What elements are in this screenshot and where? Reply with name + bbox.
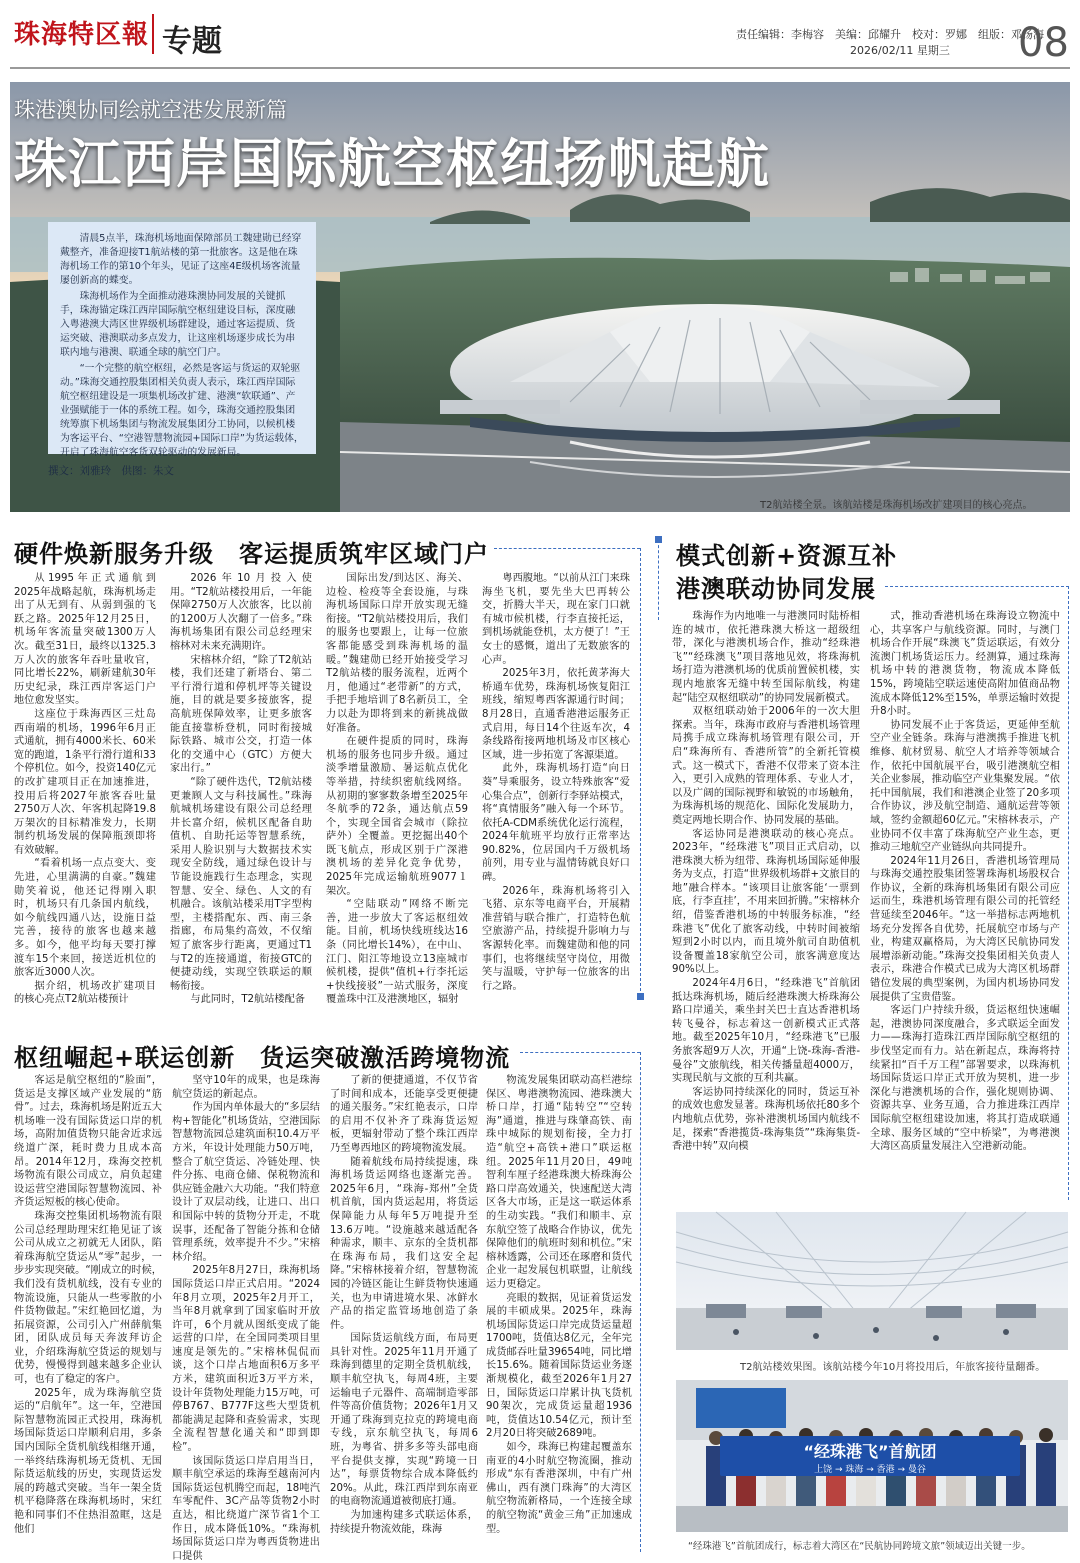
paragraph: 2026年，珠海机场将引入飞猪、京东等电商平台，开展精准营销与联合推广，打造特色航空旅游产品，持续提升影响力与客源转化率。而魏建勋和他的同事们，也将继续坚守岗位，用微笑与温暖，守护每一位旅客的出行之路。 [482, 885, 630, 992]
paragraph: 国际出发/到达区、海关、边检、检疫等全套设施，与珠海机场国际口岸开放实现无缝衔接。“T2航站楼投用后，我们的服务也要跟上，让每一位旅客都能感受到珠海机场的温暖。”魏建勋已经开始接受学习T2航站楼的服务流程，近两个月，他通过“老带新”的方式，手把手地培训了8名新员工，全力以赴为即将到来的新挑战做好准备。 [326, 573, 468, 734]
banner-route: 上饶 → 珠海 → 香港 → 曼谷 [814, 1465, 926, 1475]
intro-paragraph: 珠海机场作为全面推动港珠澳协同发展的关键抓手，珠海锚定珠江西岸国际航空枢纽建设目标，深度融入粤港澳大湾区世界级机场群建设，通过客运提质、货运突破、港澳联动多点发力，让这座机场逐步成长为串联内地与港澳、联通全球的航空门户。 [60, 291, 296, 358]
feature-headline: 珠江西岸国际航空枢纽扬帆起航 [14, 133, 770, 195]
section-heading-cargo: 枢纽崛起+联运创新 货运突破激活跨境物流 [14, 1043, 511, 1072]
article-column [14, 572, 156, 1006]
page-number: 08 [1018, 20, 1069, 66]
paragraph: 客运协同持续深化的同时，货运互补的成效也愈发显著。珠海机场依托80多个内地航点优势，弥补港澳机场国内航线不足，探索“香港揽货-珠海集货”“珠海集货-香港中转”双向模 [672, 1086, 860, 1153]
paragraph: 粤西腹地。“以前从江门来珠海坐飞机，要先坐大巴再转公交，折腾大半天，现在家门口就有城市候机楼，行李直接托运，到机场就能登机，太方便了！”王女士的感慨，道出了无数旅客的心声。 [482, 573, 630, 666]
paragraph: 客运是航空枢纽的“脸面”，货运是支撑区域产业发展的“筋骨”。过去，珠海机场是附近五大机场唯一没有国际货运口岸的机场，高附加值货物只能舍近求远绕道广深，耗时费力且成本高昂。2014年12月，珠海交控机场物流有限公司成立，肩负起建设运营空港国际智慧物流园、补齐货运短板的核心使命。 [14, 1075, 162, 1209]
paragraph: 在硬件提质的同时，珠海机场的服务也同步升级。通过淡季增量激励、暑运航点优化等举措，持续织密航线网络。从初期的寥寥数条增至2025年冬航季的72条，通达航点59个，实现全国省会城市（除拉萨外）全覆盖。更挖掘出40个既飞航点，形成区别于广深港澳机场的差异化竞争优势，2025年完成运输航班9077１架次。 [326, 736, 468, 897]
photo-t2-interior-rendering [676, 1212, 1068, 1350]
section-border [640, 548, 641, 996]
section-border [520, 1052, 640, 1053]
section-border [885, 586, 1069, 587]
section-heading-hk-macao-line2: 港澳联动协同发展 [676, 574, 876, 603]
section-heading-hk-macao: 模式创新+资源互补 [676, 541, 898, 570]
section-label: 专题 [162, 24, 222, 59]
article-column [326, 572, 468, 1006]
article-column [482, 572, 630, 992]
paragraph: 这座位于珠海西区三灶岛西南端的机场，1996年6月正式通航，拥有4000米长、60米宽的跑道，1条平行滑行道和33个停机位。如今，投资140亿元的改扩建项目正在加速推进，投用后将2027年旅客吞吐量2750万人次、年客机起降19.8万架次的目标精准发力，长期制约机场发展的保障瓶颈即将有效破解。 [14, 708, 156, 856]
banner-title: “经珠港飞”首航团 [803, 1442, 937, 1461]
article-column [14, 1074, 162, 1554]
paragraph: 为加速构建多式联运体系，持续提升物流效能，珠海 [330, 1510, 478, 1535]
article-column [870, 610, 1060, 1190]
section-corner-marker [637, 993, 644, 1000]
paragraph: “看着机场一点点变大、变先进，心里满满的自豪。”魏建勋笑着说，他还记得刚入职时，机场只有几条国内航线，如今航线四通八达，设施日益完善，接待的旅客也越来越多。如今，他平均每天要打撑渡车15个来回，接送近机位的旅客近3000人次。 [14, 858, 156, 979]
section-heading-passenger: 硬件焕新服务升级 客运提质筑牢区域门户 [14, 539, 489, 568]
paragraph: 式，推动香港机场在珠海设立物流中心，共享客户与航线资源。同时，与澳门机场合作开展“珠澳飞”货运联运，有效分流澳门机场货运压力。经测算，通过珠海机场中转的港澳货物，物流成本降低15%，跨境陆空联运速使高附加值商品物流成本降低12%至15%，单票运输时效提升8小时。 [870, 611, 1060, 718]
article-column [330, 1074, 478, 1554]
editor-credits: 责任编辑：李梅容 美编：邱耀升 校对：罗娜 组版：邓扬海 [736, 28, 1044, 41]
first-flight-banner [720, 1436, 1020, 1476]
paragraph: 双枢纽联动始于2006年的一次大胆探索。当年，珠海市政府与香港机场管理局携手成立珠海机场管理有限公司，开启“珠海所有、香港所管”的全新托管模式。这一模式下，香港不仅带来了资本注入，更引入成熟的管理体系、专业人才，以及广阔的国际视野和敏锐的市场触角，为珠海机场的规范化、国际化发展助力，奠定两地长期合作、协同发展的基础。 [672, 706, 860, 826]
paragraph: 与此同时，T2航站楼配备 [190, 994, 305, 1006]
section-border [640, 1052, 641, 1552]
paragraph: 珠海交控集团机场物流有限公司总经理助理宋红艳见证了该公司从成立之初就无人团队，陷着珠海航空货运从“零”起步，一步步实现突破。“刚成立的时候，我们没有货机航线，没有专业的物流设施，只能从一些零散的小件货物做起。”宋红艳回忆道，为拓展资源，公司引入广州薛航集团，团队成员每天奔波拜访企业，介绍珠海航空货运的规划与优势，慢慢得到越来越多企业认可，也有了稳定的客户。 [14, 1210, 162, 1386]
paragraph: 珠海作为内地唯一与港澳同时陆桥相连的城市，依托港珠澳大桥这一超级纽带，深化与港澳机场合作，推动“经珠港飞”“经珠澳飞”项目落地见效，将珠海机场打造为港澳机场的优质前置候机楼，实现内地旅客无缝中转至国际航线，构建起“陆空双枢纽联动”的协同发展新模式。 [672, 611, 860, 704]
paragraph: 作为国内单体最大的“多层结构+智能化”机场货站，空港国际智慧物流园总建筑面积10.4万平方米，年设计处理能力50万吨，整合了航空货运、冷链处理、快件分拣、电商仓储、保税物流和供应链金融六大功能。“我们特意设计了双层动线，让进口、出口和国际中转的货物分开走，不耽误事，还配备了智能分拣和仓储管理系统，效率提升不少。”宋榕林介绍。 [172, 1102, 320, 1263]
intro-paragraph: 清晨5点半，珠海机场地面保障部员工魏建勋已经穿戴整齐，准备迎接T1航站楼的第一批旅客。这是他在珠海机场工作的第10个年头，见证了这座4E级机场客流量屡创新高的蝶变。 [60, 233, 302, 286]
paragraph: 2026年10月投入使用。“T2航站楼投用后，一年能保障2750万人次旅客，比以前的1200万人次翻了一倍多。”珠海机场集团有限公司总经理宋榕林对未来充满期许。 [170, 573, 312, 652]
paragraph: 坚守10年的成果，也是珠海航空货运的新起点。 [172, 1075, 320, 1100]
paragraph: 客运门户持续升级，货运枢纽快速崛起，港澳协同深度融合，多式联运全面发力——珠海打造珠江西岸国际航空枢纽的步伐坚定而有力。站在新起点，珠海将持续紧扣“百千万工程”部署要求，以珠海机场国际货运口岸正式开放为契机，进一步深化与港澳机场的合作，强化规则协调、资源共享、业务互通，合力推进珠江西岸国际航空枢纽建设加速，将其打造成联通全球、服务区域的“空中桥梁”，为粤港澳大湾区高质量发展注入空港新动能。 [870, 1005, 1060, 1153]
paragraph: 2025年，成为珠海航空货运的“启航年”。这一年，空港国际智慧物流园正式投用，珠海机场国际货运口岸顺利启用，多条国内国际全货机航线相继开通，一举终结珠海机场无货机、无国际货运航线的历史，实现货运发展的跨越式突破。当年一架全货机平稳降落在珠海机场时，宋红艳和同事们不住热泪盈眶，这是他们 [14, 1387, 162, 1535]
paragraph: 2025年3月，依托黄茅海大桥通车优势，珠海机场恢复阳江班线，缩短粤西客源通行时间；8月28日，直通香港港运服务正式启用，每日14个往返车次，4条线路衔接两地机场及市区核心区域，进一步拓宽了客源渠道。 [482, 668, 630, 761]
paragraph: 国际货运航线方面，布局更具针对性。2025年11月开通了珠海到德里的定期全货机航线，顺丰航空执飞，每周4班，主要运输电子元器件、高端制造零部件等高价值货物；2026年1月又开通了珠海到克拉克的跨境电商专线，京东航空执飞，每周6班，为粤省、拼多多等头部电商平台提供支撑，实现“跨境一日达”，每票货物综合成本降低约20%。从此，珠江西岸到东南亚的电商物流通道被彻底打通。 [330, 1333, 478, 1508]
article-column [486, 1074, 632, 1554]
section-border [494, 548, 640, 549]
paragraph: “除了硬件迭代，T2航站楼更兼顾人文与科技属性。”珠海航城机场建设有限公司总经理井长富介绍，候机区配备自助值机、自助托运等智慧系统，采用人脸识别与大数据技术实现安全防线，通过绿色设计与节能设施践行生态理念，实现智慧、安全、绿色、人文的有机融合。该航站楼采用T字型构型，主楼搭配东、西、南三条指廊，布局集约高效，不仅缩短了旅客步行距离，更通过T1与T2的连接通道，衔接GTC的便捷动线，实现空铁联运的顺畅衔接。 [170, 776, 312, 992]
photo-caption: “经珠港飞”首航团成行，标志着大湾区在“民航协同跨境文旅”领域迈出关键一步。 [688, 1541, 1031, 1552]
paragraph: 如今，珠海已构建起覆盖东南亚的4小时航空物流圈，推动形成“东有香港深圳，中有广州佛山，西有澳门珠海”的大湾区航空物流新格局，一个连接全球的航空物流“黄金三角”正加速成型。 [486, 1442, 632, 1535]
paragraph: 客运协同是港澳联动的核心亮点。2023年，“经珠港飞”项目正式启动，以港珠澳大桥为纽带、珠海机场国际延伸服务为支点，打造“世界级机场群+文旅目的地”融合样本。“该项目让旅客能‘一票到底，行李直挂’，不用来回折腾。”宋榕林介绍，借鉴香港机场的中转服务标准，“经珠港飞”优化了旅客动线，中转时间被缩短到2小时以内，而且境外航司自助值机设备覆盖18家航空公司，旅客满意度达90%以上。 [672, 828, 860, 976]
paragraph: “空陆联动”网络不断完善，进一步放大了客运枢纽效能。目前，机场快线班线达16条（同比增长14%），在中山、江门、阳江等地设立13座城市候机楼，提供“值机+行李托运+快线接驳”一站式服务，深度覆盖珠中江及港澳地区，辐射 [326, 899, 468, 1006]
paragraph: 宋榕林介绍，“除了T2航站楼，我们还建了新塔台、第二平行滑行道和停机坪等关键设施，目的就是要多接旅客，提高航班保障效率，让更多旅客能直接靠桥登机，同时衔接城际铁路、城市公交，打造一体化的交通中心（GTC）方便大家出行。” [170, 654, 312, 775]
paragraph: 2024年4月6日，“经珠港飞”首航团抵达珠海机场，随后经港珠澳大桥珠海公路口岸通关，乘坐封关巴士直达香港机场转飞曼谷，标志着这一创新模式正式落地。截至2025年10月，“经珠港飞”已服务旅客超9万人次，开通“上饶-珠海-香港-曼谷”文旅航线，相关传播量超4000万，实现民航与文旅的互利共赢。 [672, 978, 860, 1085]
article-column [672, 610, 860, 1190]
issue-weekday: 星期三 [916, 44, 950, 57]
intro-box [48, 222, 316, 458]
paragraph: 随着航线布局持续提速，珠海机场货运网络也逐渐完善。2025年6月，“珠海-郑州”全货机首航，国内货运起用，将货运保障能力从每年5万吨提升至13.6万吨。“设施越来越适配各种需求，顺丰、京东的全货机都在珠海布局，我们这安全起降。”宋榕林接着介绍，智慧物流园的冷链区能让生鲜货物快速通关，也为申请进境水果、冰鲜水产品的指定监管场地创造了条件。 [330, 1156, 478, 1331]
paragraph: 2024年11月26日，香港机场管理局与珠海交通控股集团签署珠海机场股权合作协议，全新的珠海机场集团有限公司应运而生，珠港机场管理有限公司的托管经营延续至2046年。“这一举措标志两地机场充分发挥各自优势，托展航空市场与产业，构建双赢格局，为大湾区民航协同发展增添新动能。”珠海交投集团相关负责人表示，珠港合作模式已成为大湾区机场群错位发展的典型案例，为国内机场协同发展提供了宝贵借鉴。 [870, 855, 1060, 1003]
paragraph: 从1995年正式通航到2025年战略起航，珠海机场走出了从无到有、从弱到强的飞跃之路。2025年12月25日，机场年客流量突破1300万人次。截至31日，最终以1325.3万人次的旅客年吞吐量收官，同比增长22%，刷新建航30年历史纪录，珠江西岸客运门户地位愈发坚实。 [14, 573, 156, 707]
paragraph: 协同发展不止于客货运，更延伸至航空产业全链条。珠海与港澳携手推进飞机维修、航材贸易、航空人才培养等领域合作，依托中国航展平台，吸引港澳航空相关企业参展，推动临空产业集聚发展。“依托中国航展，我们和港澳企业签了20多项合作协议，涉及航空制造、通航运营等领域，签约金额超60亿元。”宋榕林表示，产业协同不仅丰富了珠海航空产业生态，更推动三地航空产业链纵向共同提升。 [870, 719, 1060, 854]
section-border [1068, 586, 1069, 1200]
masthead-logo: 珠海特区報 [14, 20, 150, 50]
dateline [850, 42, 950, 58]
article-column [170, 572, 312, 1006]
paragraph: 据介绍，机场改扩建项目的核心亮点T2航站楼预计 [14, 980, 156, 1006]
feature-subtitle: 珠港澳协同绘就空港发展新篇 [14, 98, 287, 122]
intro-paragraph: “一个完整的航空枢纽，必然是客运与货运的双轮驱动。”珠海交通控股集团相关负责人表示，珠江西岸国际航空枢纽建设是一项集机场改扩建、港澳“软联通”、产业强赋能于一体的系统工程。如今，珠海交通控股集团统筹旗下机场集团与物流发展集团分工协同，以候机楼为客运平台、“空港智慧物流园+国际口岸”为货运载体，开启了珠海航空客货双轮驱动的发展新局。 [60, 363, 304, 458]
paragraph: 了新的便捷通道，不仅节省了时间和成本，还能享受更便捷的通关服务。”宋红艳表示，口岸的启用不仅补齐了珠海货运短板，更辐射带动了整个珠江西岸乃至粤西地区的跨境物流发展。 [330, 1075, 478, 1154]
paragraph: 亮眼的数据，见证着货运发展的丰硕成果。2025年，珠海机场国际货运口岸完成货运量超1700吨，货值达8亿元，全年完成货邮吞吐量39654吨，同比增长15.6%。随着国际货运业务逐渐规模化，截至2026年1月27日，国际货运口岸累计执飞货机90架次，完成货运量超1936吨，货值达10.54亿元，预计至2月20日将突破2689吨。 [486, 1292, 632, 1440]
section-border [658, 540, 659, 620]
paragraph: 2025年8月27日，珠海机场国际货运口岸正式启用。“2024年8月立项，2025年2月开工，当年8月就拿到了国家临时开放许可，6个月就从图纸变成了能运营的口岸，在全国同类项目里速度是领先的。”宋榕林侃侃而谈，这个口岸占地面积6万多平方米，建筑面积近3万平方米，设计年货物处理能力15万吨，可停B767、B777F这些大型货机都能满足起降和查验需求，实现全流程智慧化通关和“即到即检”。 [172, 1265, 320, 1454]
header-rule [10, 67, 1070, 69]
byline: 撰文：刘雅玲 供图：朱文 [48, 465, 174, 477]
paragraph: 此外，珠海机场打造“向日葵”导乘服务，设立特殊旅客“爱心集合点”，创新行李驿站模式，将“真情服务”融入每一个环节。依托A-CDM系统优化运行流程，2024年航班平均放行正常率达90.82%，位居国内千万级机场前列，用专业与温情铸就良好口碑。 [482, 763, 630, 884]
photo-caption: T2航站楼效果图。该航站楼今年10月将投用后，年旅客接待量翻番。 [740, 1362, 1046, 1373]
paragraph: 该国际货运口岸启用当日，顺丰航空承运的珠海至越南河内国际货运包机腾空而起，18吨汽车零配件、3C产品等货物2小时直达，相比绕道广深节省1个工作日，成本降低10%。“珠海机场国际货运口岸为粤西货物进出口提供 [172, 1455, 320, 1562]
masthead-divider [152, 14, 154, 54]
issue-date: 2026/02/11 [850, 44, 914, 57]
paragraph: 物流发展集团联动高栏港综保区、粤港澳物流园、港珠澳大桥口岸，打通“陆转空”“空转海”通道，推进与珠肇高铁、南珠中城际的规划衔接，全力打造“航空+高铁+港口”联运枢纽。2025年11月20日，49吨智利车厘子经港珠澳大桥珠海公路口岸高效通关，快速配送大湾区各大市场，正是这一联运体系的生动实践。“我们和顺丰、京东航空签了战略合作协议，优先保障他们的航班时刻和机位。”宋榕林透露，公司还在琢磨和货代企业一起发展包机联盟，让航线运力更稳定。 [486, 1075, 632, 1290]
hero-photo-caption: T2航站楼全景。该航站楼是珠海机场改扩建项目的核心亮点。 [760, 500, 1033, 511]
article-column [172, 1074, 320, 1562]
